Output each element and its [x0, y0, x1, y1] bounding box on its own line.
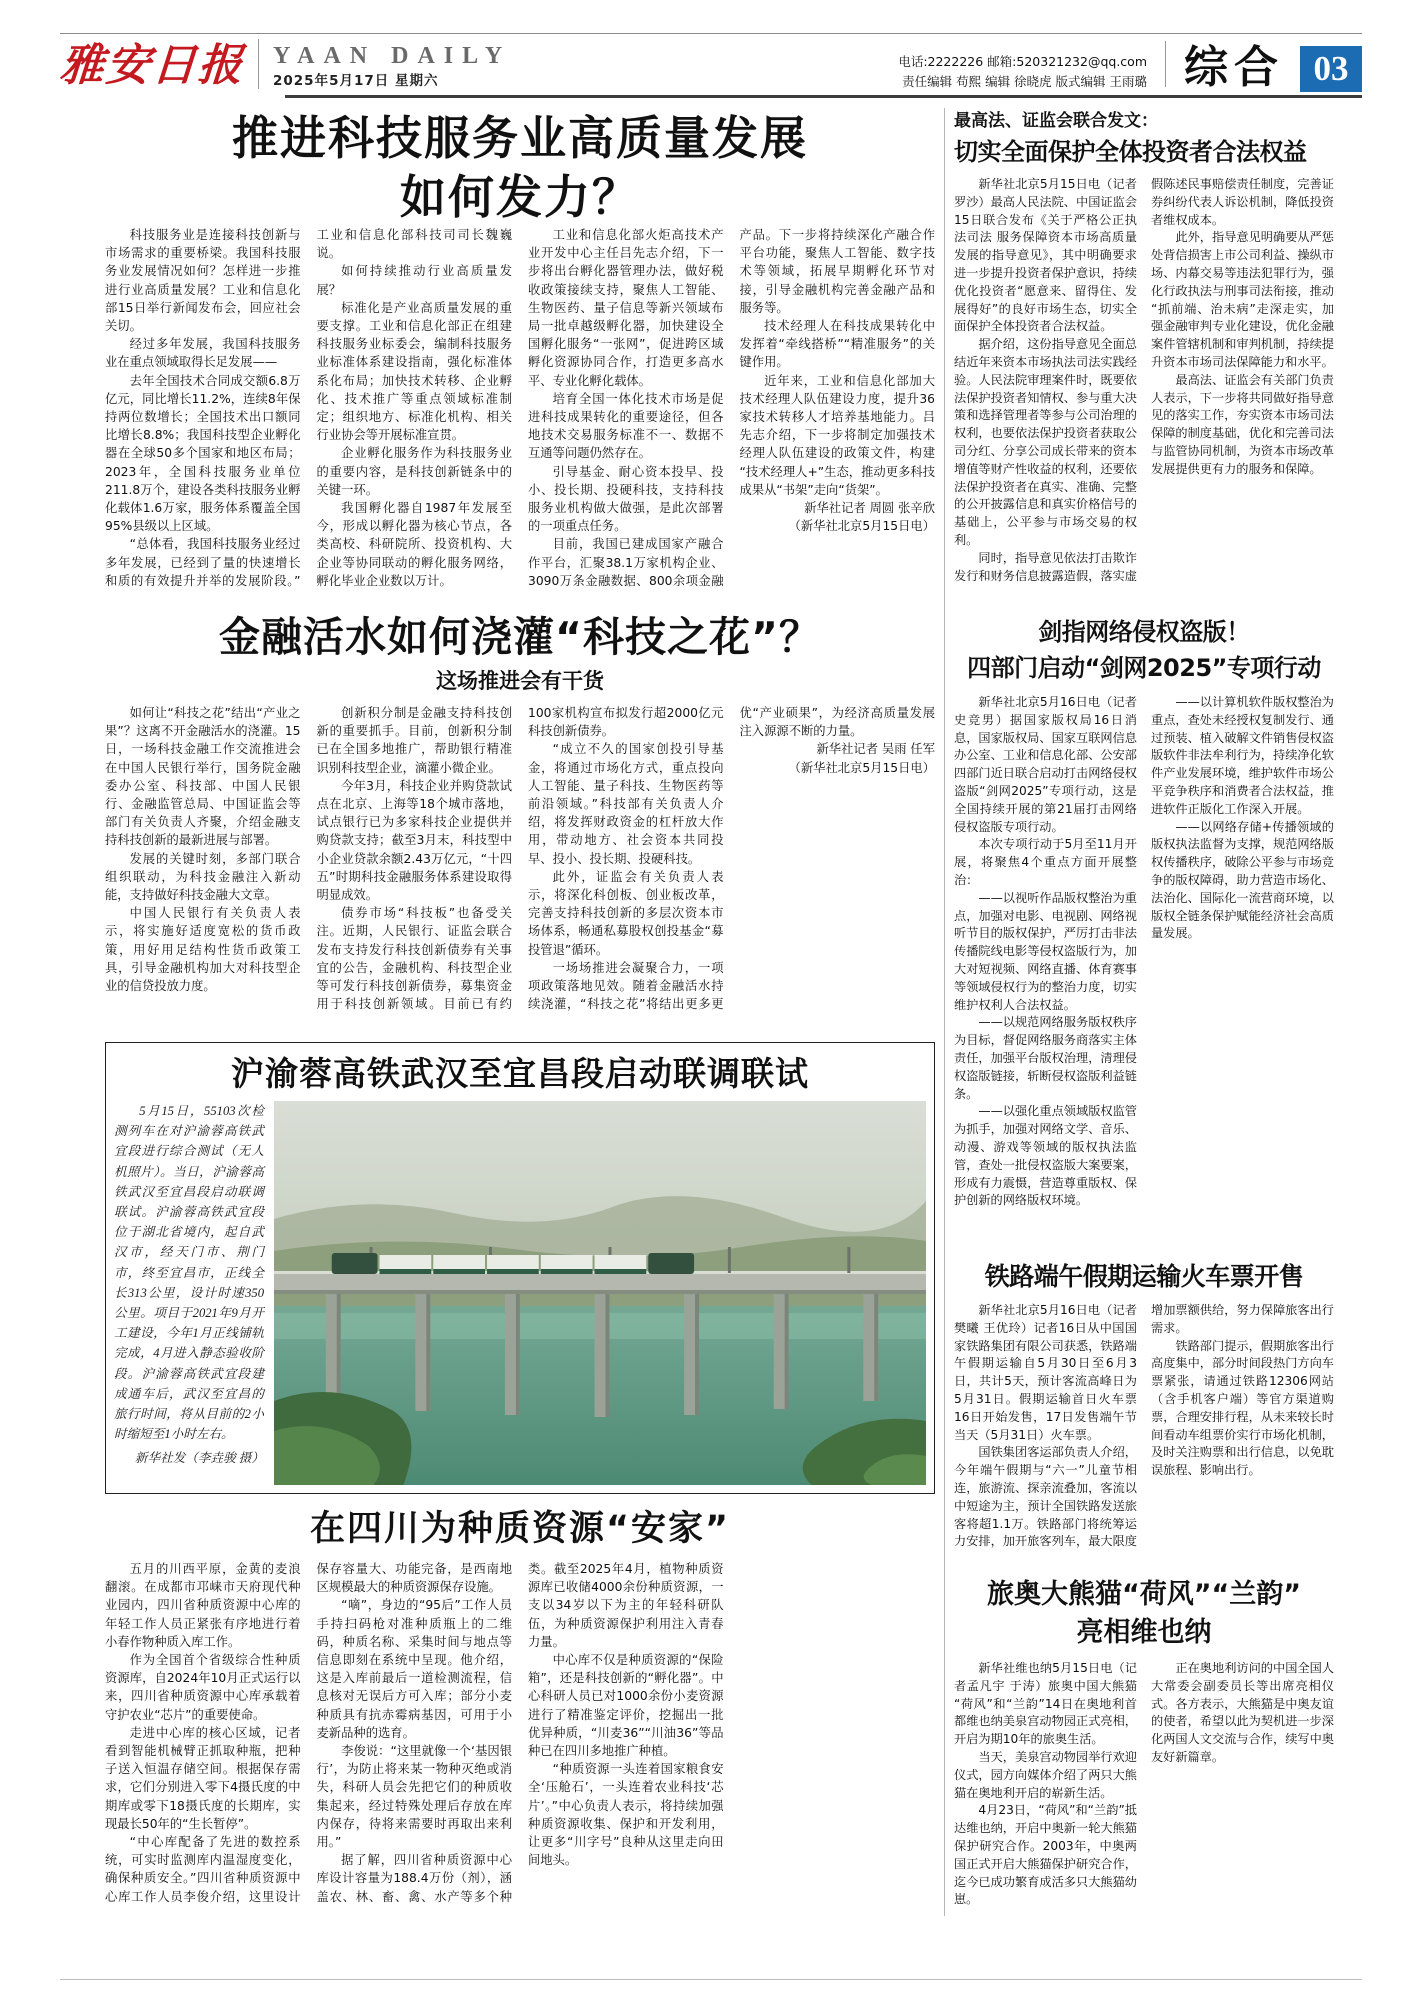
article-headline: 旅奥大熊猫“荷风”“兰韵”	[987, 1579, 1301, 1610]
masthead-title-block	[273, 42, 511, 92]
article-headline: 剑指网络侵权盗版！	[1038, 618, 1250, 646]
article-body	[105, 704, 935, 1028]
article-paragraphs: 新华社北京5月16日电（记者樊曦 王优玲）记者16日从中国国家铁路集团有限公司获悉，铁路端午假期运输自5月30日至6月3日，共计5天，预计客流高峰日为5月31日。假期运输首日火车票16日开始发售，17日发售端午节当天（5月31日）火车票。 国铁集团客运部负责人介绍，今年端午假期与“六一”儿童节相连，旅游流、探亲流叠加，客流以中短途为主，预计全国铁路发送旅客将超1.1万。铁路部门将统筹运力安排，加开旅客列车，最大限度增加票额供给，努力保障旅客出行需求。 铁路部门提示，假期旅客出行高度集中，部分时间段热门方向车票紧张，请通过铁路12306网站（含手机客户端）等官方渠道购票，合理安排行程，从未来较长时间看动车组票价实行市场化机制，及时关注购票和出行信息，以免耽误旅程、影响出行。	[954, 1303, 1334, 1549]
article-subtitle: 这场推进会有干货	[436, 669, 604, 693]
article-seed-bank	[105, 1506, 935, 1912]
article-body	[954, 1660, 1334, 1916]
newspaper-logo: 雅安日报	[58, 40, 246, 91]
article-headline: 金融活水如何浇灌“科技之花”？	[219, 613, 821, 661]
article-tech-services	[105, 110, 935, 598]
photo-story-box	[105, 1042, 935, 1494]
page-number-badge: 03	[1300, 46, 1362, 92]
article-body	[105, 1560, 935, 1912]
bottom-rule	[60, 1979, 1362, 1980]
article-paragraphs: 如何让“科技之花”结出“产业之果”？这离不开金融活水的浇灌。15日，一场科技金融工作交流推进会在中国人民银行举行，国务院金融委办公室、科技部、中国人民银行、金融监管总局、中国证监会等部门有关负责人齐聚，介绍金融支持科技创新的最新进展与部署。 发展的关键时刻，多部门联合组织联动，为科技金融注入新动能，支持做好科技金融大文章。 中国人民银行有关负责人表示，将实施好适度宽松的货币政策，用好用足结构性货币政策工具，引导金融机构加大对科技型企业的信贷投放力度。 创新积分制是金融支持科技创新的重要抓手。目前，创新积分制已在全国多地推广，帮助银行精准识别科技型企业，滴灌小微企业。 今年3月，科技企业并购贷款试点在北京、上海等18个城市落地，试点银行已为多家科技企业提供并购贷款支持；截至3月末，科技型中小企业贷款余额2.43万亿元，“十四五”时期科技金融服务体系建设取得明显成效。 债券市场“科技板”也备受关注。近期，人民银行、证监会联合发布支持发行科技创新债券有关事宜的公告，金融机构、科技型企业等可发行科技创新债券，募集资金用于科技创新领域。目前已有约100家机构宣布拟发行超2000亿元科技创新债券。 “成立不久的国家创投引导基金，将通过市场化方式，重点投向人工智能、量子科技、生物医药等前沿领域。”科技部有关负责人介绍，将发挥财政资金的杠杆放大作用，带动地方、社会资本共同投早、投小、投长期、投硬科技。 此外，证监会有关负责人表示，将深化科创板、创业板改革，完善支持科技创新的多层次资本市场体系，畅通私募股权创投基金“募投管退”循环。 一场场推进会凝聚合力，一项项政策落地见效。随着金融活水持续浇灌，“科技之花”将结出更多更优“产业硕果”，为经济高质量发展注入源源不断的力量。	[105, 706, 935, 1012]
photo-caption	[114, 1101, 274, 1485]
masthead-divider	[258, 39, 259, 89]
article-body	[954, 176, 1334, 592]
contact-block	[898, 52, 1147, 92]
photo-caption-text: 5月15日，55103次检测列车在对沪渝蓉高铁武宜段进行综合测试（无人机照片）。当日，沪渝蓉高铁武汉至宜昌段启动联调联试。沪渝蓉高铁武宜段位于湖北省境内，起自武汉市，经天门市、荆门市，终至宜昌市，正线全长313公里，设计时速350公里。项目于2021年9月开工建设，今年1月正线铺轨完成，4月进入静态验收阶段。沪渝蓉高铁武宜段建成通车后，武汉至宜昌的旅行时间，将从目前的2小时缩短至1小时左右。	[114, 1104, 264, 1442]
section-divider	[1165, 41, 1166, 87]
article-headline-line2: 四部门启动“剑网2025”专项行动	[967, 654, 1321, 682]
page-content	[105, 108, 1334, 1916]
article-kicker: 最高法、证监会联合发文：	[954, 111, 1158, 131]
article-headline: 铁路端午假期运输火车票开售	[984, 1262, 1304, 1291]
article-body	[954, 1302, 1334, 1554]
article-byline: 新华社记者 吴雨 任军 （新华社北京5月15日电）	[788, 742, 935, 775]
main-column	[105, 108, 935, 1916]
column-divider	[944, 108, 945, 1916]
article-headline: 在四川为种质资源“安家”	[309, 1509, 730, 1549]
article-paragraphs: 新华社维也纳5月15日电（记者孟凡宇 于涛）旅奥中国大熊猫“荷风”和“兰韵”14日在奥地利首都维也纳美泉宫动物园正式亮相，开启为期10年的旅奥生活。 当天，美泉宫动物园举行欢迎仪式，园方向媒体介绍了两只大熊猫在奥地利开启的崭新生活。 4月23日，“荷风”和“兰韵”抵达维也纳，开启中奥新一轮大熊猫保护研究合作。2003年，中奥两国正式开启大熊猫保护研究合作，迄今已成功繁育成活多只大熊猫幼崽。 正在奥地利访问的中国全国人大常委会副委员长等出席亮相仪式。各方表示，大熊猫是中奥友谊的使者，希望以此为契机进一步深化两国人文交流与合作，续写中奥友好新篇章。	[954, 1661, 1334, 1907]
article-jianwang-2025	[954, 614, 1334, 1240]
article-byline: 新华社记者 周圆 张辛欣 （新华社北京5月15日电）	[788, 501, 935, 534]
article-investor-protection	[954, 108, 1334, 592]
article-paragraphs: 科技服务业是连接科技创新与市场需求的重要桥梁。我国科技服务业发展情况如何？怎样进一步推进行业高质量发展？工业和信息化部15日举行新闻发布会，回应社会关切。 经过多年发展，我国科技服务业在重点领域取得长足发展—— 去年全国技术合同成交额6.8万亿元，同比增长11.2%，连续8年保持两位数增长；全国技术出口额同比增长8.8%；我国科技型企业孵化器在全球50多个国家和地区布局；2023年，全国科技服务业单位211.8万个，建设各类科技服务业孵化载体1.6万家，服务体系覆盖全国95%县级以上区域。 “总体看，我国科技服务业经过多年发展，已经到了量的快速增长和质的有效提升并举的发展阶段。”工业和信息化部科技司司长魏巍说。 如何持续推动行业高质量发展？ 标准化是产业高质量发展的重要支撑。工业和信息化部正在组建科技服务业标委会，编制科技服务业标准体系建设指南，强化标准体系化布局；加快技术转移、企业孵化、技术推广等重点领域标准制定；组织地方、标准化机构、相关行业协会等开展标准宣贯。 企业孵化服务作为科技服务业的重要内容，是科技创新链条中的关键一环。 我国孵化器自1987年发展至今，形成以孵化器为核心节点，各类高校、科研院所、投资机构、大企业等协同联动的孵化服务网络，孵化毕业企业数以万计。 工业和信息化部火炬高技术产业开发中心主任吕先志介绍，下一步将出台孵化器管理办法，做好税收政策接续支持，聚焦人工智能、生物医药、量子信息等新兴领域布局一批卓越级孵化器，加快建设全国孵化服务“一张网”，促进跨区域孵化资源协同合作，打造更多高水平、专业化孵化载体。 培育全国一体化技术市场是促进科技成果转化的重要途径，但各地技术交易服务标准不一、数据不互通等问题仍然存在。 引导基金、耐心资本投早、投小、投长期、投硬科技，支持科技服务业机构做大做强，是此次部署的一项重点任务。 目前，我国已建成国家产融合作平台，汇聚38.1万家机构企业、3090万条金融数据、800余项金融产品。下一步将持续深化产融合作平台功能，聚焦人工智能、数字技术等领域，拓展早期孵化环节对接，引导金融机构完善金融产品和服务等。 技术经理人在科技成果转化中发挥着“牵线搭桥”“精准服务”的关键作用。 近年来，工业和信息化部加大技术经理人队伍建设力度，提升36家技术转移人才培养基地能力。吕先志介绍，下一步将制定加强技术经理人队伍建设的政策文件，构建“技术经理人+”生态，推动更多科技成果从“书架”走向“货架”。	[105, 228, 935, 588]
article-headline: 推进科技服务业高质量发展	[232, 111, 808, 165]
article-body	[954, 694, 1334, 1240]
news-photo	[274, 1101, 926, 1485]
paper-name-en: YAAN DAILY	[273, 43, 512, 69]
publication-date: 2025年5月17日 星期六	[273, 73, 439, 89]
article-finance-tech	[105, 612, 935, 1028]
editors-line: 责任编辑 苟熙 编辑 徐晓虎 版式编辑 王雨璐	[902, 74, 1147, 89]
article-paragraphs: 新华社北京5月15日电（记者罗沙）最高人民法院、中国证监会15日联合发布《关于严格公正执法司法 服务保障资本市场高质量发展的指导意见》，其中明确要求进一步提升投资者保护意识，持续优化投资者“愿意来、留得住、发展得好”的良好市场生态，切实全面保护全体投资者合法权益。 据介绍，这份指导意见全面总结近年来资本市场执法司法实践经验。人民法院审理案件时，既要依法保护投资者知情权、参与重大决策和选择管理者等参与公司治理的权利，也要依法保护投资者获取公司分红、分享公司成长带来的资本增值等财产性收益的权利，还要依法保护投资者在真实、准确、完整的公开披露信息和真实价格信号的基础上，公平参与市场交易的权利。 同时，指导意见依法打击欺诈发行和财务信息披露造假，落实虚假陈述民事赔偿责任制度，完善证券纠纷代表人诉讼机制，降低投资者维权成本。 此外，指导意见明确要从严惩处背信损害上市公司利益、操纵市场、内幕交易等违法犯罪行为，强化行政执法与刑事司法衔接，推动“抓前端、治未病”走深走实，加强金融审判专业化建设，优化金融案件管辖机制和审判机制，持续提升资本市场司法保障能力和水平。 最高法、证监会有关部门负责人表示，下一步将共同做好指导意见的落实工作，夯实资本市场司法保障的制度基础，优化和完善司法与监管协同机制，为资本市场改革发展提供更有力的服务和保障。	[954, 177, 1334, 583]
article-dragon-boat-tickets	[954, 1260, 1334, 1554]
photo-credit: 新华社发（李垚骏 摄）	[134, 1451, 264, 1466]
article-headline-line2: 如何发力？	[400, 170, 640, 224]
article-headline-line2: 亮相维也纳	[1076, 1617, 1212, 1648]
masthead	[60, 36, 1362, 92]
top-rule	[60, 33, 1362, 34]
article-paragraphs: 新华社北京5月16日电（记者史竞男）据国家版权局16日消息，国家版权局、国家互联网信息办公室、工业和信息化部、公安部四部门近日联合启动打击网络侵权盗版“剑网2025”专项行动，这是全国持续开展的第21届打击网络侵权盗版专项行动。 本次专项行动于5月至11月开展，将聚焦4个重点方面开展整治： ——以视听作品版权整治为重点，加强对电影、电视剧、网络视听节目的版权保护，严厉打击非法传播院线电影等侵权盗版行为，加大对短视频、网络直播、体育赛事等领域侵权行为的整治力度，切实维护权利人合法权益。 ——以规范网络服务版权秩序为目标，督促网络服务商落实主体责任，加强平台版权治理，清理侵权盗版链接，斩断侵权盗版利益链条。 ——以强化重点领域版权监管为抓手，加强对网络文学、音乐、动漫、游戏等领域的版权执法监管，查处一批侵权盗版大案要案，形成有力震慑，营造尊重版权、保护创新的网络版权环境。 ——以计算机软件版权整治为重点，查处未经授权复制发行、通过预装、植入破解文件销售侵权盗版软件非法牟利行为，持续净化软件产业发展环境，维护软件市场公平竞争秩序和消费者合法权益，推进软件正版化工作深入开展。 ——以网络存储+传播领域的版权执法监督为支撑，规范网络版权传播秩序，破除公平参与市场竞争的版权障碍，助力营造市场化、法治化、国际化一流营商环境，以版权全链条保护赋能经济社会高质量发展。	[954, 695, 1334, 1208]
article-paragraphs: 五月的川西平原，金黄的麦浪翻滚。在成都市邛崃市天府现代种业园内，四川省种质资源中心库的年轻工作人员正紧张有序地进行着小春作物种质入库工作。 作为全国首个省级综合性种质资源库，自2024年10月正式运行以来，四川省种质资源中心库承载着守护农业“芯片”的重要使命。 走进中心库的核心区域，记者看到智能机械臂正抓取种瓶，把种子送入恒温存储空间。根据保存需求，它们分别进入零下4摄氏度的中期库或零下18摄氏度的长期库，实现最长50年的“生长暂停”。 “中心库配备了先进的数控系统，可实时监测库内温湿度变化，确保种质安全。”四川省种质资源中心库工作人员李俊介绍，这里设计保存容量大、功能完备，是西南地区规模最大的种质资源保存设施。 “嘀”，身边的“95后”工作人员手持扫码枪对准种质瓶上的二维码，种质名称、采集时间与地点等信息即刻在系统中呈现。他介绍，这是入库前最后一道检测流程，信息核对无误后方可入库；部分小麦种质具有抗赤霉病基因，可用于小麦新品种的选育。 李俊说：“这里就像一个‘基因银行’，为防止将来某一物种灭绝或消失，科研人员会先把它们的种质收集起来，经过特殊处理后存放在库内保存，待将来需要时再取出来利用。” 据了解，四川省种质资源中心库设计容量为188.4万份（剂），涵盖农、林、畜、禽、水产等多个种类。截至2025年4月，植物种质资源库已收储4000余份种质资源，一支以34岁以下为主的年轻科研队伍，为种质资源保护利用注入青春力量。 中心库不仅是种质资源的“保险箱”，还是科技创新的“孵化器”。中心科研人员已对1000余份小麦资源进行了精准鉴定评价，挖掘出一批优异种质，“川麦36”“川油36”等品种已在四川多地推广种植。 “种质资源一头连着国家粮食安全‘压舱石’，一头连着农业科技‘芯片’。”中心负责人表示，将持续加强种质资源收集、保护和开发利用，让更多“川字号”良种从这里走向田间地头。	[105, 1562, 724, 1904]
article-headline: 切实全面保护全体投资者合法权益	[954, 138, 1307, 166]
photo-story-headline: 沪渝蓉高铁武汉至宜昌段启动联调联试	[231, 1054, 809, 1093]
article-body	[105, 226, 935, 598]
contact-line: 电话:2222226 邮箱:520321232@qq.com	[898, 54, 1147, 69]
header-rule	[285, 95, 1362, 98]
side-column	[954, 108, 1334, 1916]
article-pandas-vienna	[954, 1576, 1334, 1916]
section-name: 综合	[1184, 42, 1284, 93]
